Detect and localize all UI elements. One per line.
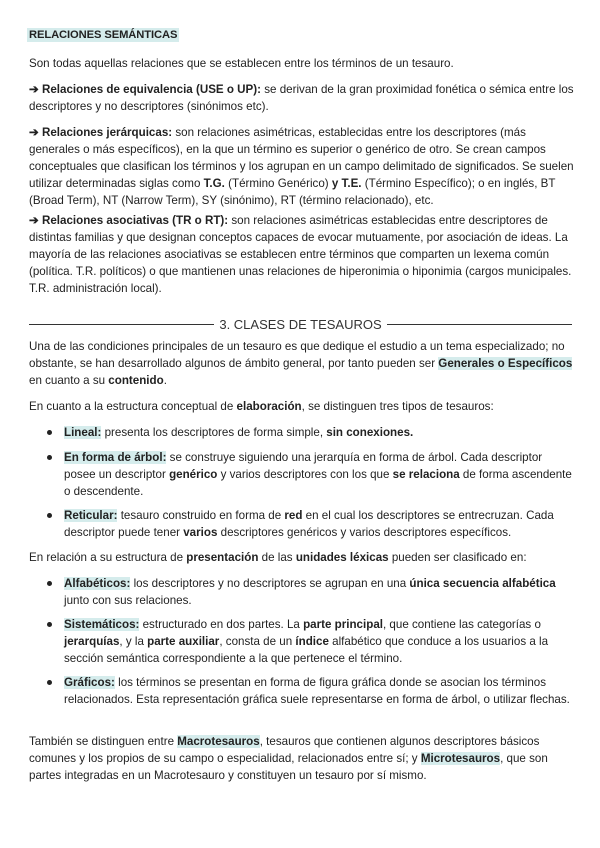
text: estructurado en dos partes. La [139, 618, 304, 631]
list-item-label: Reticular: [64, 509, 118, 522]
list-item-label: Alfabéticos: [64, 577, 131, 590]
hierarchical-text: (Término Específico); o en inglés, BT (Broad Term), NT (Narrow Term), SY (sinónimo), RT (término relacionado), etc. [29, 177, 556, 207]
section-heading [29, 26, 574, 44]
list-item-label: Lineal: [64, 426, 102, 439]
list-item-label: En forma de árbol: [64, 451, 167, 464]
bullet-icon [47, 680, 52, 685]
divider-line [29, 324, 214, 325]
highlight-term: Microtesauros [420, 752, 501, 765]
text: , que contiene las categorías o [382, 618, 541, 631]
bold-term: varios [183, 526, 218, 539]
text: alfabético que conduce a los usuarios a la sección semántica correspondiente a la que pertenece el término. [64, 635, 549, 665]
equivalence-label: Relaciones de equivalencia (USE o UP): [41, 83, 262, 96]
clases-paragraph-2 [29, 398, 574, 415]
bold-term: elaboración [236, 400, 302, 413]
text: en el cual los descriptores se entrecruzan. Cada descriptor puede tener [64, 509, 554, 539]
clases-paragraph-1 [29, 338, 574, 389]
bold-term: contenido [108, 374, 164, 387]
equivalence-paragraph [29, 81, 574, 115]
list-item [47, 575, 575, 609]
conjunction: y [331, 177, 339, 190]
bold-term: parte principal [303, 618, 383, 631]
clases-paragraph-3 [29, 549, 574, 566]
text: los términos se presentan en forma de figura gráfica donde se asocian los términos relacionados. Esta representación gráfica suele representarse en forma de árbol, o utilizar flechas. [64, 676, 570, 706]
text: se construye siguiendo una jerarquía en forma de árbol. Cada descriptor posee un descriptor [64, 451, 543, 481]
text: Una de las condiciones principales de un tesauro es que dedique el estudio a un tema especializado; no obstante, se han desarrollado algunos de ámbito general, por tanto pueden ser [29, 340, 565, 370]
bold-term: única secuencia alfabética [409, 577, 556, 590]
text: . [163, 374, 167, 387]
bullet-icon [47, 581, 52, 586]
highlight-term: Generales o Específicos [438, 357, 573, 370]
bullet-icon [47, 430, 52, 435]
text: También se distinguen entre [29, 735, 178, 748]
text: , se distinguen tres tipos de tesauros: [301, 400, 494, 413]
text: tesauro construido en forma de [117, 509, 285, 522]
bullet-icon [47, 513, 52, 518]
text: los descriptores y no descriptores se agrupan en una [130, 577, 410, 590]
list-item-label: Gráficos: [64, 676, 115, 689]
bold-term: presentación [186, 551, 259, 564]
text: en cuanto a su [29, 374, 109, 387]
text: , consta de un [219, 635, 296, 648]
text: de forma ascendente o descendente. [64, 468, 572, 498]
bold-term: red [284, 509, 303, 522]
bold-term: sin conexiones. [326, 426, 414, 439]
text: , que son partes integradas en un Macrotesauro y constituyen un tesauro por sí mismo. [29, 752, 548, 782]
text: descriptores genéricos y varios descriptores específicos. [217, 526, 512, 539]
highlight-term: Macrotesauros [177, 735, 260, 748]
tg-term: T.G. [203, 177, 225, 190]
divider-title: 3. CLASES DE TESAUROS [219, 316, 382, 332]
text: junto con sus relaciones. [64, 594, 192, 607]
text: , y la [119, 635, 148, 648]
associative-label: Relaciones asociativas (TR o RT): [41, 214, 229, 227]
text: En relación a su estructura de [29, 551, 187, 564]
text: y varios descriptores con los que [217, 468, 393, 481]
bold-term: se relaciona [392, 468, 460, 481]
bold-term: jerarquías [64, 635, 120, 648]
list-item [47, 449, 575, 500]
equivalence-text: se derivan de la gran proximidad fonética o sémica entre los descriptores y no descriptores (sinónimos etc). [29, 83, 574, 113]
arrow-icon: ➔ [29, 126, 39, 139]
hierarchical-label: Relaciones jerárquicas: [41, 126, 173, 139]
associative-paragraph [29, 212, 574, 297]
bold-term: genérico [169, 468, 218, 481]
clases-paragraph-4 [29, 733, 574, 784]
bold-term: unidades léxicas [295, 551, 389, 564]
arrow-icon: ➔ [29, 83, 39, 96]
bullet-icon [47, 455, 52, 460]
intro-paragraph: Son todas aquellas relaciones que se establecen entre los términos de un tesauro. [29, 57, 454, 70]
divider-line [387, 324, 572, 325]
list-item-label: Sistemáticos: [64, 618, 140, 631]
list-item [47, 424, 575, 441]
section-title: RELACIONES SEMÁNTICAS [29, 29, 178, 41]
text: , tesauros que contienen algunos descriptores básicos comunes y los propios de su campo o especialidad, relacionados entre sí; y [29, 735, 540, 765]
section-divider [29, 317, 572, 331]
te-term: T.E. [341, 177, 362, 190]
associative-text: son relaciones asimétricas establecidas entre descriptores de distintas familias y que designan conceptos capaces de evocar mutuamente, por asociación de ideas. La mayoría de las relaciones asociativas se establecen entre términos que comparten un lexema común (política. T.R. políticos) o que mantienen unas relaciones de hiperonimia o hiponimia (cargos municipales. T.R. administración local). [29, 214, 572, 295]
hierarchical-paragraph [29, 124, 574, 209]
bullet-icon [47, 622, 52, 627]
text: En cuanto a la estructura conceptual de [29, 400, 237, 413]
bold-term: parte auxiliar [147, 635, 220, 648]
list-item [47, 507, 575, 541]
list-item [47, 674, 575, 708]
hierarchical-text: (Término Genérico) [224, 177, 332, 190]
text: presenta los descriptores de forma simple, [101, 426, 327, 439]
hierarchical-text: son relaciones asimétricas, establecidas entre los descriptores (más generales o más específicos), en la que un término es superior o genérico de otro. Se crean campos conceptuales que clasifican los términos y los agrupan en un campo delimitado de significados. Se suelen utilizar determinadas siglas como [29, 126, 574, 190]
text: pueden ser clasificado en: [388, 551, 527, 564]
arrow-icon: ➔ [29, 214, 39, 227]
list-item [47, 616, 575, 667]
text: de las [258, 551, 296, 564]
bold-term: índice [295, 635, 329, 648]
